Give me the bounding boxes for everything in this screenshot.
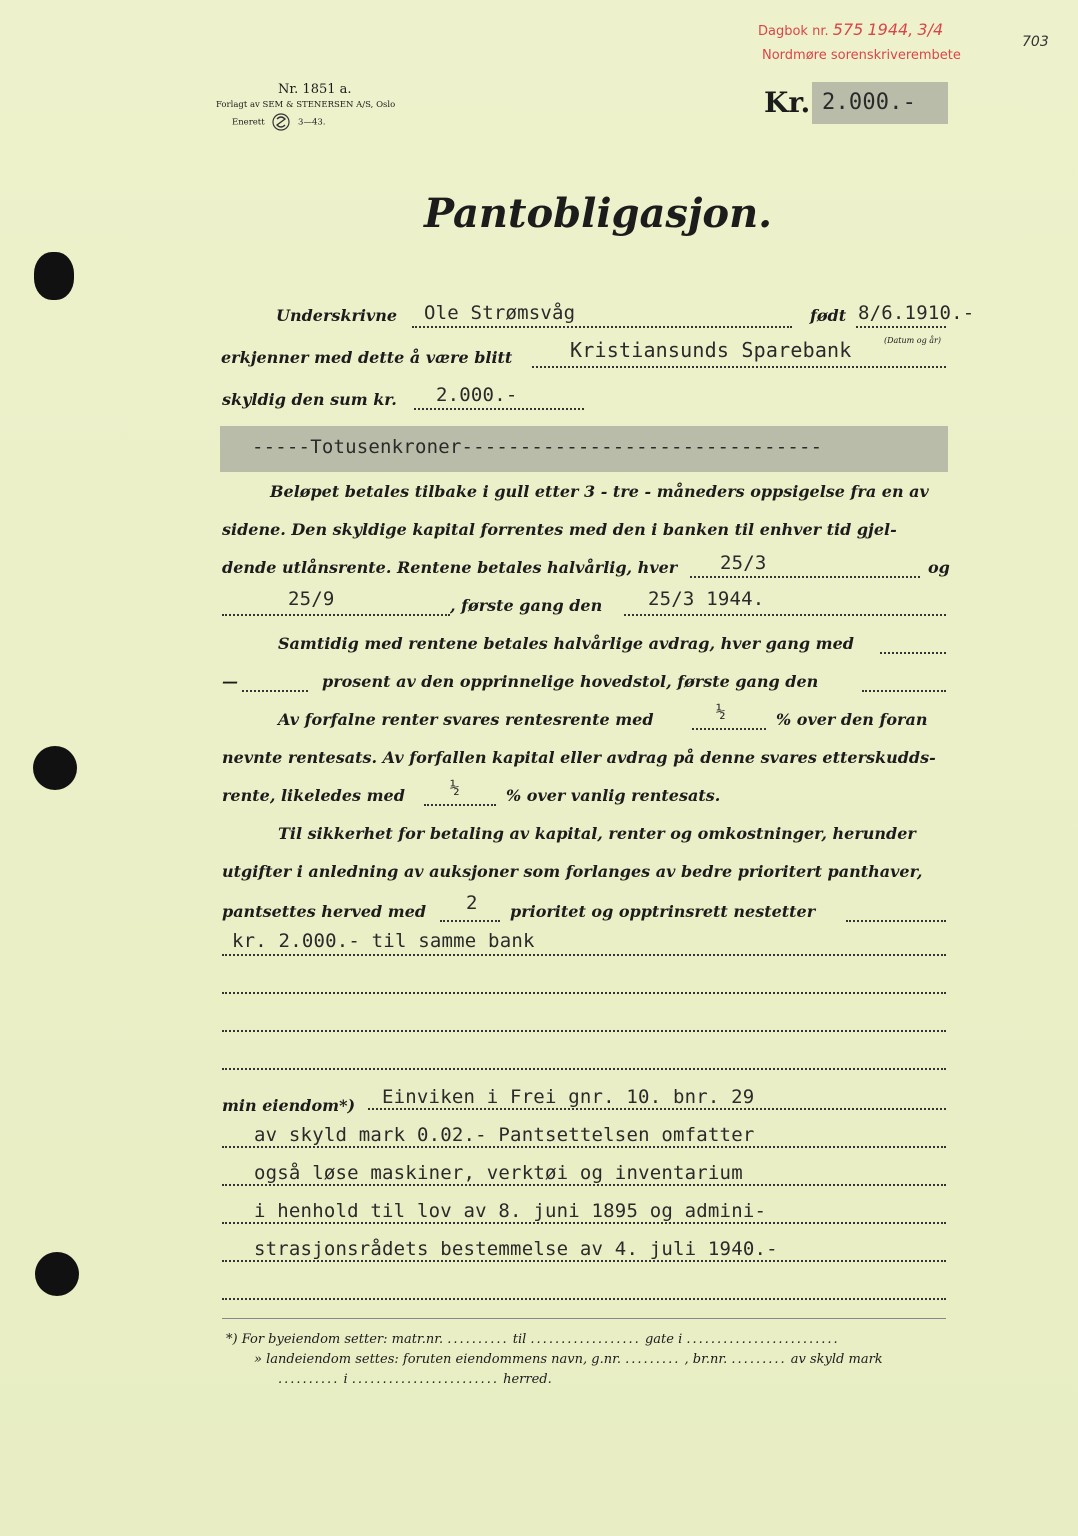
- publisher-logo: [269, 113, 293, 131]
- property-line4: i henhold til lov av 8. juni 1895 og admini-: [254, 1200, 767, 1222]
- undersigned-label: Underskrivne: [276, 306, 398, 325]
- p3-pct2-dots: [424, 804, 496, 806]
- page-number: 703: [1022, 34, 1049, 50]
- p4-line3-dots: [846, 920, 946, 922]
- footnote-l1b: til: [512, 1332, 527, 1347]
- property-label: min eiendom*): [222, 1096, 356, 1115]
- footnote-l2a: » landeiendom settes: foruten eiendommens navn, g.nr.: [254, 1352, 621, 1367]
- undersigned-dots: [412, 326, 792, 328]
- footnote-l1c: gate i: [644, 1332, 683, 1347]
- blank-line-4: [222, 1068, 946, 1070]
- priority-dots: [440, 920, 500, 922]
- p2-line1: Samtidig med rentene betales halvårlige avdrag, hver gang med: [278, 634, 854, 653]
- p3-line3a: rente, likeledes med: [222, 786, 405, 805]
- first-date: 25/3 1944.: [648, 588, 765, 610]
- born-value: 8/6.1910.-: [858, 302, 975, 324]
- blank-line-2: [222, 992, 946, 994]
- stamp-number: 575: [832, 20, 864, 39]
- p4-line3a: pantsettes herved med: [222, 902, 427, 921]
- p3-line1a: Av forfalne renter svares rentesrente med: [278, 710, 654, 729]
- property-dots-3: [222, 1184, 946, 1186]
- amount-words: -----Totusenkroner-------------------------------: [252, 436, 823, 458]
- born-label: født: [810, 306, 847, 325]
- punch-hole-bottom: [35, 1252, 79, 1296]
- interest-date1-dots: [690, 576, 920, 578]
- priority-value: 2: [466, 892, 478, 914]
- property-dots-2: [222, 1146, 946, 1148]
- publisher-line: [216, 100, 395, 111]
- undersigned-value: Ole Strømsvåg: [424, 302, 576, 324]
- p2-line2-dots-right: [862, 690, 946, 692]
- register-stamp-line2: Nordmøre sorenskriverembete: [762, 48, 961, 63]
- footnote-l3a: i: [343, 1372, 348, 1387]
- and-label: og: [928, 558, 950, 577]
- date-note: (Datum og år): [884, 336, 941, 345]
- p1-line3: dende utlånsrente. Rentene betales halvårlig, hver: [222, 558, 678, 577]
- property-dots-4: [222, 1222, 946, 1224]
- p4-line2: utgifter i anledning av auksjoner som forlanges av bedre prioritert panthaver,: [222, 862, 923, 881]
- blank-line-3: [222, 1030, 946, 1032]
- footnote-rule: [222, 1318, 946, 1319]
- p3-pct1-dots: [692, 728, 766, 730]
- acknowledges-label: erkjenner med dette å være blitt: [221, 348, 513, 367]
- footnote-l3b: herred.: [503, 1372, 552, 1387]
- edition-line: [232, 113, 325, 131]
- first-time-label: , første gang den: [450, 596, 603, 615]
- amount-label: Kr.: [764, 86, 811, 119]
- footnote-l2c: av skyld mark: [790, 1352, 883, 1367]
- footnote-line1: *) For byeiendom setter: matr.nr. .......... til .................. gate i .........................: [226, 1332, 840, 1347]
- p3-line2: nevnte rentesats. Av forfallen kapital eller avdrag på denne svares etterskudds-: [222, 748, 936, 767]
- property-line3: også løse maskiner, verktøi og inventarium: [254, 1162, 743, 1184]
- creditor-value: Kristiansunds Sparebank: [570, 338, 852, 362]
- property-line2: av skyld mark 0.02.- Pantsettelsen omfatter: [254, 1124, 755, 1146]
- publisher-text: Forlagt av SEM & STENERSEN A/S, Oslo: [216, 100, 396, 110]
- footnote-l1a: *) For byeiendom setter: matr.nr.: [226, 1332, 444, 1347]
- edition-text: 3—43.: [298, 117, 326, 128]
- form-number: Nr. 1851 a.: [278, 82, 352, 97]
- amount-value: 2.000.-: [822, 90, 917, 115]
- blank-line-1: [222, 954, 946, 956]
- owing-label: skyldig den sum kr.: [222, 390, 397, 409]
- register-stamp-line1: [758, 20, 943, 39]
- document-title: Pantobligasjon.: [424, 190, 773, 237]
- creditor-dots: [532, 366, 946, 368]
- footnote-line2: » landeiendom settes: foruten eiendommens navn, g.nr. ......... , br.nr. ......... av skyld mark: [254, 1352, 883, 1367]
- footnote-l2b: , br.nr.: [684, 1352, 728, 1367]
- p4-line3b: prioritet og opptrinsrett nestetter: [510, 902, 816, 921]
- prior-claim: kr. 2.000.- til samme bank: [232, 930, 535, 952]
- p3-pct2: ½: [450, 778, 460, 797]
- p3-line3b: % over vanlig rentesats.: [506, 786, 721, 805]
- punch-hole-middle: [33, 746, 77, 790]
- p1-line2: sidene. Den skyldige kapital forrentes med den i banken til enhver tid gjel-: [222, 520, 897, 539]
- interest-date2-dots: [222, 614, 450, 616]
- interest-date1: 25/3: [720, 552, 767, 574]
- p2-line2: prosent av den opprinnelige hovedstol, første gang den: [322, 672, 819, 691]
- p3-pct1: ½: [716, 702, 726, 721]
- property-line5: strasjonsrådets bestemmelse av 4. juli 1940.-: [254, 1238, 778, 1260]
- p1-line1: Beløpet betales tilbake i gull etter 3 - tre - måneders oppsigelse fra en av: [270, 482, 929, 501]
- property-dots-6: [222, 1298, 946, 1300]
- owing-value: 2.000.-: [436, 384, 518, 406]
- p4-line1: Til sikkerhet for betaling av kapital, renter og omkostninger, herunder: [278, 824, 916, 843]
- p2-line1-dots: [880, 652, 946, 654]
- interest-date2: 25/9: [288, 588, 335, 610]
- stamp-label: Dagbok nr.: [758, 24, 829, 39]
- first-date-dots: [624, 614, 946, 616]
- owing-dots: [414, 408, 584, 410]
- property-dots-5: [222, 1260, 946, 1262]
- property-dots-1: [368, 1108, 946, 1110]
- stamp-year: 1944,: [867, 20, 914, 39]
- footnote-line3: .......... i ........................ herred.: [278, 1372, 552, 1387]
- born-dots: [856, 326, 946, 328]
- p3-line1b: % over den foran: [776, 710, 928, 729]
- p2-line2-dots-left: [242, 690, 308, 692]
- p2-dash: —: [222, 672, 238, 691]
- exclusive-text: Enerett: [232, 117, 265, 128]
- stamp-date: 3/4: [917, 20, 944, 39]
- property-line1: Einviken i Frei gnr. 10. bnr. 29: [382, 1086, 755, 1108]
- punch-hole-top: [34, 252, 74, 300]
